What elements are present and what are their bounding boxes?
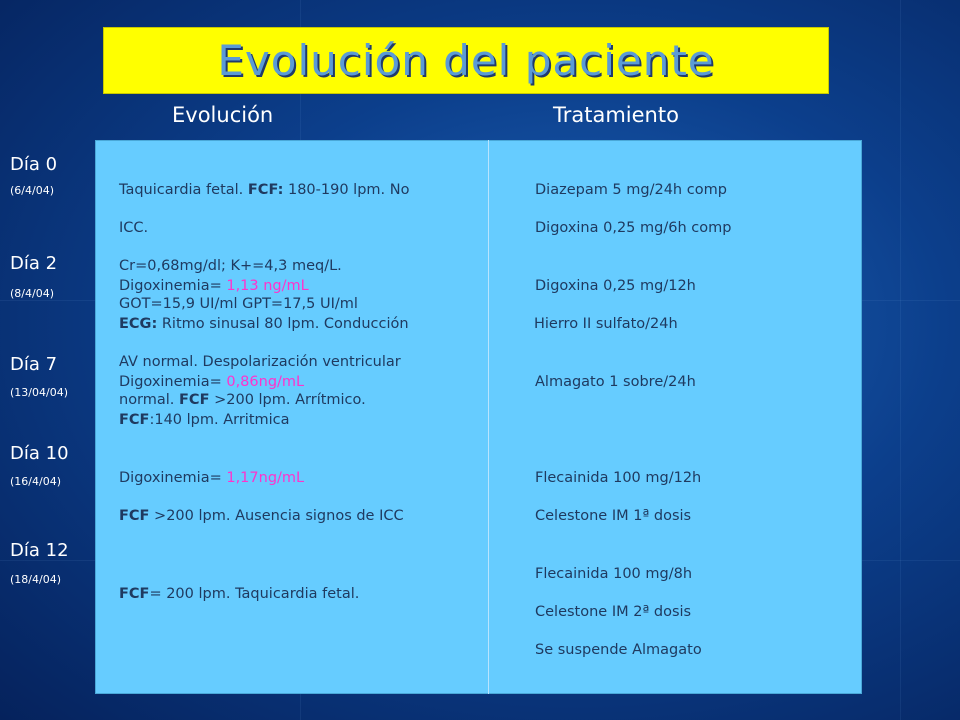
background-grid-line [900,0,901,720]
column-header-tratamiento: Tratamiento [553,103,679,127]
digoxinemia-value: 1,13 ng/mL [226,278,309,294]
day-label: Día 2 [10,253,58,274]
column-divider [488,140,489,694]
day-date: (8/4/04) [10,287,54,300]
tratamiento-day-10: Flecainida 100 mg/12h Celestone IM 1ª dosis [535,470,702,524]
day-date: (16/4/04) [10,475,61,488]
tratamiento-day-12: Flecainida 100 mg/8h Celestone IM 2ª dosis Se suspende Almagato [535,566,702,658]
evolucion-day-10: Digoxinemia= 1,17ng/mL FCF >200 lpm. Ausencia signos de ICC [119,470,404,524]
evolucion-day-7: Digoxinemia= 0,86ng/mL FCF:140 lpm. Arritmica [119,374,305,428]
slide-title: Evolución del paciente [217,36,715,85]
day-date: (13/04/04) [10,386,68,399]
day-label: Día 0 [10,154,58,175]
day-label: Día 7 [10,354,58,375]
title-banner [103,27,829,94]
day-date: (6/4/04) [10,184,54,197]
column-header-evolucion: Evolución [172,103,274,127]
tratamiento-day-0: Diazepam 5 mg/24h comp Digoxina 0,25 mg/6h comp [535,182,732,236]
tratamiento-day-2: Digoxina 0,25 mg/12h Hierro II sulfato/24h [534,278,696,332]
digoxinemia-value: 1,17ng/mL [226,470,305,486]
digoxinemia-value: 0,86ng/mL [226,374,305,390]
day-label: Día 10 [10,443,69,464]
day-date: (18/4/04) [10,573,61,586]
evolucion-day-2: Digoxinemia= 1,13 ng/mL ECG: Ritmo sinusal 80 lpm. Conducción AV normal. Despolarización ventricular normal. FCF >200 lpm. Arrítmico. [119,278,409,408]
day-label: Día 12 [10,540,69,561]
evolucion-day-12: FCF= 200 lpm. Taquicardia fetal. [119,586,360,602]
evolucion-day-0: Taquicardia fetal. FCF: 180-190 lpm. No ICC. Cr=0,68mg/dl; K+=4,3 meq/L. GOT=15,9 UI/ml GPT=17,5 UI/ml [119,182,410,312]
tratamiento-day-7: Almagato 1 sobre/24h [535,374,696,390]
